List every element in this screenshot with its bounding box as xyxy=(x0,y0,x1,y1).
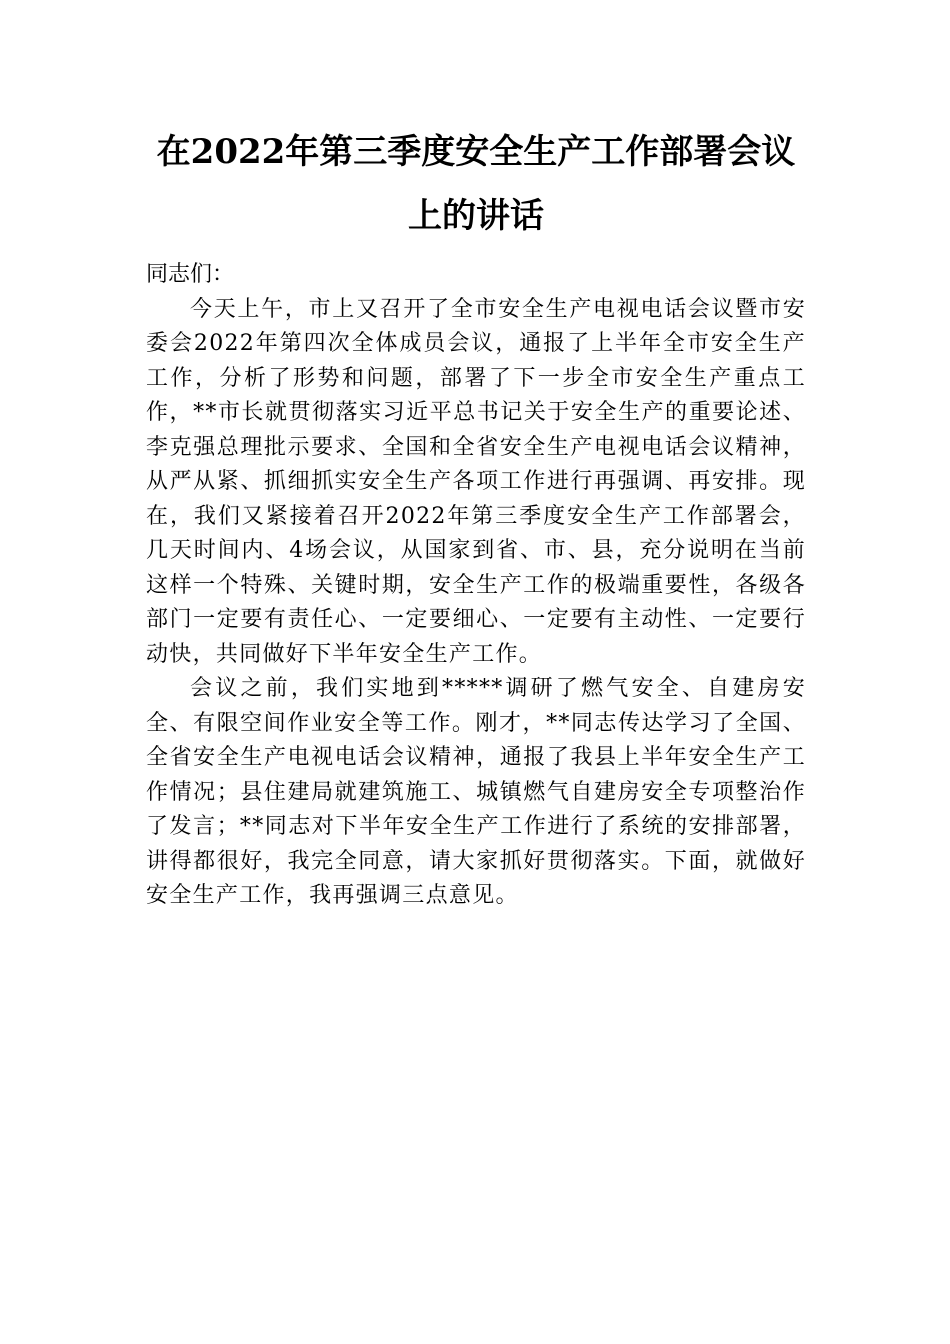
salutation: 同志们： xyxy=(146,262,235,287)
paragraph-2: 会议之前，我们实地到*****调研了燃气安全、自建房安全、有限空间作业安全等工作。刚才，**同志传达学习了全国、全省安全生产电视电话会议精神，通报了我县上半年安全生产工作情况；县住建局就建筑施工、城镇燃气自建房安全专项整治作了发言；**同志对下半年安全生产工作进行了系统的安排部署，讲得都很好，我完全同意，请大家抓好贯彻落实。下面，就做好安全生产工作，我再强调三点意见。 xyxy=(146,676,806,908)
title-line-1: 在2022年第三季度安全生产工作部署会议 xyxy=(156,132,796,172)
paragraph-1: 今天上午，市上又召开了全市安全生产电视电话会议暨市安委会2022年第四次全体成员会议，通报了上半年全市安全生产工作，分析了形势和问题，部署了下一步全市安全生产重点工作，**市长就贯彻落实习近平总书记关于安全生产的重要论述、李克强总理批示要求、全国和全省安全生产电视电话会议精神，从严从紧、抓细抓实安全生产各项工作进行再强调、再安排。现在，我们又紧接着召开2022年第三季度安全生产工作部署会，几天时间内、4场会议，从国家到省、市、县，充分说明在当前这样一个特殊、关键时期，安全生产工作的极端重要性，各级各部门一定要有责任心、一定要细心、一定要有主动性、一定要行动快，共同做好下半年安全生产工作。 xyxy=(146,296,806,667)
document-page xyxy=(146,120,806,914)
document-title xyxy=(146,120,806,248)
title-line-2: 上的讲话 xyxy=(408,196,544,236)
